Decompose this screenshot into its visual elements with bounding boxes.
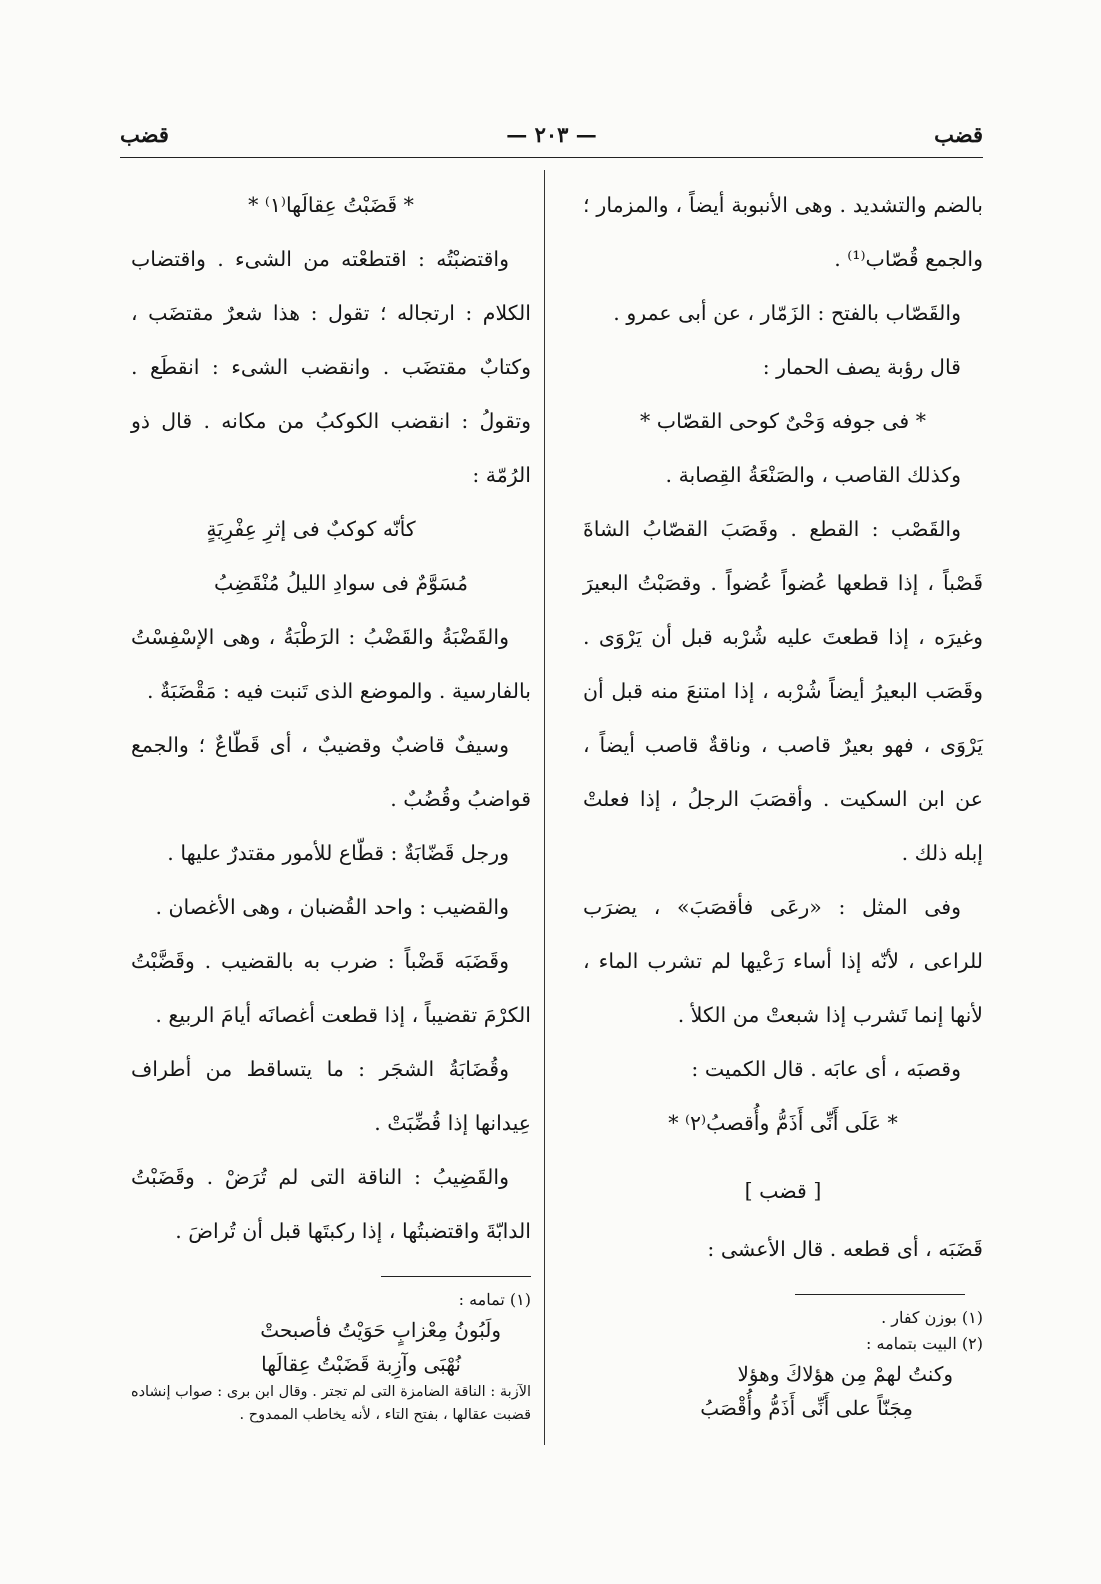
footnote-verse: مِجَنّاً على أَنِّى أَذَمُّ وأُقْصَبُ bbox=[700, 1396, 913, 1420]
header-rule bbox=[120, 157, 983, 158]
paragraph: والقَضْبَةُ والقَضْبُ : الرَطْبَةُ ، وهى الإسْفِسْتُ بالفارسية . والموضع الذى تَنبت فيه : مَقْضَبَةٌ . bbox=[131, 625, 531, 703]
paragraph: والقَضِيبُ : الناقة التى لم تُرَضْ . وقَضَبْتُ الدابّةَ واقتضبتُها ، إذا ركبتَها قبل أن تُراضَ . bbox=[131, 1165, 531, 1243]
paragraph: وسيفٌ قاضبٌ وقضيبٌ ، أى قَطّاعٌ ؛ والجمع قواضبُ وقُضُبٌ . bbox=[131, 733, 531, 811]
paragraph: والقَصّاب بالفتح : الزَمّار ، عن أبى عمرو . bbox=[613, 301, 961, 325]
column-divider bbox=[544, 170, 545, 1445]
paragraph: قال رؤبة يصف الحمار : bbox=[762, 355, 961, 379]
footnote-rule bbox=[795, 1294, 965, 1295]
paragraph: وقُضَابَةُ الشجَر : ما يتساقط من أطراف عِيدانها إذا قُضِّبَتْ . bbox=[131, 1057, 531, 1135]
footnote-rule bbox=[381, 1276, 531, 1277]
poem-line: مُسَوَّمٌ فى سوادِ الليلُ مُنْقَضِبُ bbox=[214, 571, 468, 595]
footnote: (١) بوزن كفار . bbox=[881, 1308, 983, 1327]
poem-line: كأنّه كوكبٌ فى إثرِ عِفْرِيَةٍ bbox=[206, 517, 416, 541]
running-header bbox=[120, 118, 983, 158]
paragraph: وقصبَه ، أى عابَه . قال الكميت : bbox=[691, 1057, 961, 1081]
paragraph: واقتضبْتُه : اقتطعْته من الشىء . واقتضاب الكلام : ارتجاله ؛ تقول : هذا شعرٌ مقتضَب ، وكتابٌ مقتضَب . وانقضب الشىء : انقطَع . وتقولُ : انقضب الكوكبُ من مكانه . قال ذو الرُمّة : bbox=[131, 247, 531, 487]
footnotes bbox=[131, 1287, 531, 1427]
header-keyword-right: قضب bbox=[934, 122, 983, 147]
footnote: (٢) البيت بتمامه : bbox=[866, 1334, 983, 1353]
verse-line: * عَلَى أَنِّى أَذَمُّ وأُقصبُ⁽٢⁾ * bbox=[668, 1111, 898, 1135]
left-column bbox=[131, 178, 531, 1427]
footnote-note: الآزبة : الناقة الضامزة التى لم تجتر . وقال ابن برى : صواب إنشاده قضبت عقالها ، بفتح التاء ، لأنه يخاطب الممدوح . bbox=[131, 1384, 531, 1423]
paragraph: بالضم والتشديد . وهى الأنبوبة أيضاً ، والمزمار ؛ والجمع قُصّاب⁽¹⁾ . bbox=[583, 193, 983, 271]
footnote-verse: وكنتُ لهمْ مِن هؤلاكَ وهؤلا bbox=[737, 1362, 953, 1386]
paragraph: والقضيب : واحد القُضبان ، وهى الأغصان . bbox=[155, 895, 509, 919]
paragraph: قَضَبَه ، أى قطعه . قال الأعشى : bbox=[707, 1237, 983, 1261]
entry-heading: [ قضب ] bbox=[744, 1179, 822, 1203]
page-number: — ٢٠٣ — bbox=[506, 122, 597, 147]
footnote-verse: نُهْبَى وآزِبة قَضَبْتُ عِقالَها bbox=[261, 1352, 461, 1376]
paragraph: والقَصْب : القطع . وقَصَبَ القصّابُ الشاةَ قَصْباً ، إذا قطعها عُضواً عُضواً . وقصَبْتُ البعيرَ وغيرَه ، إذا قطعتَ عليه شُرْبه قبل أن يَرْوَى . وقَصَب البعيرُ أيضاً شُرْبه ، إذا امتنعَ منه قبل أن يَرْوَى ، فهو بعيرٌ قاصب ، وناقةٌ قاصب أيضاً ، عن ابن السكيت . وأقصَبَ الرجلُ ، إذا فعلتْ إبله ذلك . bbox=[583, 517, 983, 865]
footnote-verse: ولَبُونُ مِعْزابٍ حَوَيْتُ فأصبحتْ bbox=[260, 1318, 501, 1342]
verse-line: * فى جوفه وَحْىٌ كوحى القصّاب * bbox=[640, 409, 926, 433]
paragraph: وقَضَبَه قَضْباً : ضرب به بالقضيب . وقَضَّبْتُ الكرْمَ تقضيباً ، إذا قطعت أغصانَه أيامَ الربيع . bbox=[131, 949, 531, 1027]
footnotes bbox=[583, 1305, 983, 1425]
paragraph: وكذلك القاصب ، والصَنْعَةُ القِصابة . bbox=[665, 463, 961, 487]
footnote: (١) تمامه : bbox=[458, 1290, 531, 1309]
header-keyword-left: قضب bbox=[120, 122, 169, 147]
paragraph: وفى المثل : «رعَى فأقصَبَ» ، يضرَب للراعى ، لأنّه إذا أساء رَعْيها لم تشرب الماء ، لأنها إنما تَشرب إذا شبعتْ من الكلأ . bbox=[583, 895, 983, 1027]
right-column bbox=[583, 178, 983, 1425]
paragraph: ورجل قَضّابَةٌ : قطّاع للأمور مقتدرٌ عليها . bbox=[167, 841, 509, 865]
verse-line: * قَضَبْتُ عِقالَها⁽١⁾ * bbox=[248, 193, 414, 217]
